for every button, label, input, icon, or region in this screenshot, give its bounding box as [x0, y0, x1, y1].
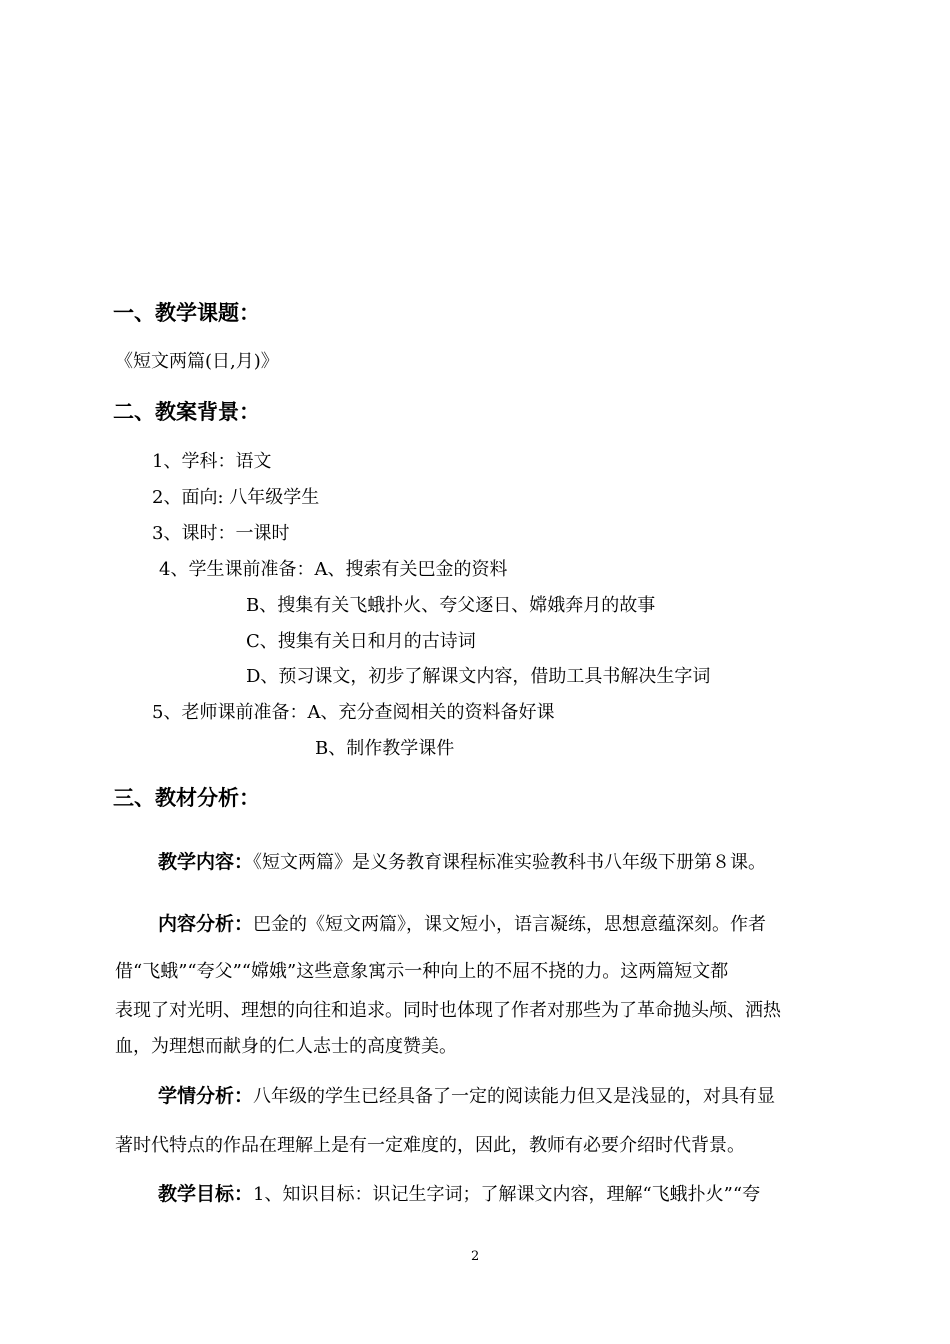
background-item-4b: B、搜集有关飞蛾扑火、夸父逐日、嫦娥奔月的故事 [246, 595, 656, 616]
section-2-heading: 二、教案背景： [113, 400, 260, 424]
section-1-heading: 一、教学课题： [113, 301, 260, 325]
teaching-content-label: 教学内容： [158, 851, 254, 873]
background-item-5: 5、老师课前准备：A、充分查阅相关的资料备好课 [152, 702, 555, 723]
content-analysis-line-3: 表现了对光明、理想的向往和追求。同时也体现了作者对那些为了革命抛头颅、洒热 [115, 1000, 781, 1021]
section-3-heading: 三、教材分析： [113, 786, 260, 810]
learner-analysis-line-1 [158, 1084, 775, 1109]
background-item-3: 3、课时：一课时 [152, 523, 290, 544]
content-analysis-label: 内容分析： [158, 913, 254, 935]
background-item-4: 4、学生课前准备：A、搜索有关巴金的资料 [159, 559, 508, 580]
teaching-goal-label: 教学目标： [158, 1183, 254, 1205]
background-item-1: 1、学科：语文 [152, 451, 272, 472]
background-item-2: 2、面向: 八年级学生 [152, 487, 320, 508]
teaching-goal-text: 1、知识目标：识记生字词；了解课文内容，理解“飞蛾扑火”“夸 [253, 1184, 761, 1205]
teaching-content-paragraph [158, 850, 766, 875]
content-analysis-line-2: 借“飞蛾”“夸父”“嫦娥”这些意象寓示一种向上的不屈不挠的力。这两篇短文都 [115, 961, 729, 982]
teaching-content-text: 《短文两篇》是义务教育课程标准实验教科书八年级下册第８课。 [253, 852, 767, 873]
background-item-4d: D、预习课文，初步了解课文内容，借助工具书解决生字词 [246, 666, 711, 687]
content-analysis-text-1: 巴金的《短文两篇》，课文短小，语言凝练，思想意蕴深刻。作者 [253, 914, 767, 935]
background-item-5b: B、制作教学课件 [315, 738, 455, 759]
lesson-title: 《短文两篇(日,月)》 [115, 351, 279, 372]
teaching-goal-line-1 [158, 1182, 760, 1207]
page-number: 2 [471, 1249, 480, 1264]
content-analysis-line-1 [158, 912, 766, 937]
learner-analysis-text-1: 八年级的学生已经具备了一定的阅读能力但又是浅显的，对具有显 [253, 1086, 776, 1107]
learner-analysis-line-2: 著时代特点的作品在理解上是有一定难度的，因此，教师有必要介绍时代背景。 [115, 1135, 745, 1156]
content-analysis-line-4: 血，为理想而献身的仁人志士的高度赞美。 [115, 1036, 457, 1057]
learner-analysis-label: 学情分析： [158, 1085, 254, 1107]
background-item-4c: C、搜集有关日和月的古诗词 [246, 631, 476, 652]
